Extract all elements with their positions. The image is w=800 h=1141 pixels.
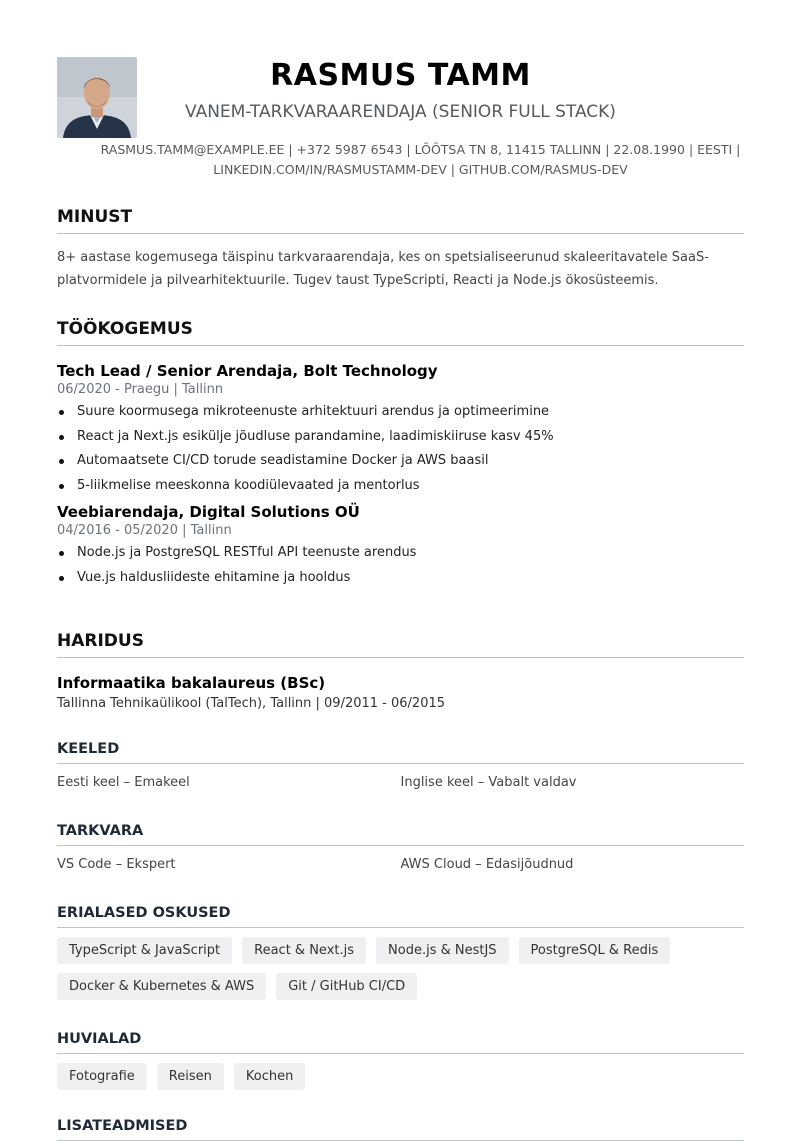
about-section — [57, 207, 744, 292]
hobby-tag: Fotografie — [57, 1063, 147, 1090]
job-title: Tech Lead / Senior Arendaja, Bolt Technology — [57, 362, 438, 380]
job-entry — [57, 503, 744, 590]
about-text: 8+ aastase kogemusega täispinu tarkvaraarendaja, kes on spetsialiseerunud skaleeritavatele SaaS-platvormidele ja pilvearhitektuurile. Tugev taust TypeScripti, Reacti ja Node.js ökosüsteemis. — [57, 250, 709, 288]
hobby-tag: Kochen — [234, 1063, 305, 1090]
full-name: RASMUS TAMM — [270, 58, 531, 93]
job-meta: 06/2020 - Praegu | Tallinn — [57, 382, 224, 397]
skill-tag: PostgreSQL & Redis — [519, 937, 671, 964]
contact-info: RASMUS.TAMM@EXAMPLE.EE | +372 5987 6543 | LÕÕTSA TN 8, 11415 TALLINN | 22.08.1990 | EESTI | LINKEDIN.COM/IN/RASMUSTAMM-DEV | GITHUB.COM/RASMUS-DEV — [100, 142, 741, 177]
education-section — [57, 631, 744, 711]
bullet-item: React ja Next.js esikülje jõudluse parandamine, laadimiskiiruse kasv 45% — [57, 425, 744, 450]
resume-page — [57, 0, 744, 1134]
hobbies-title: HUVIALAD — [57, 1031, 744, 1054]
job-meta: 04/2016 - 05/2020 | Tallinn — [57, 523, 232, 538]
extra-title: LISATEADMISED — [57, 1118, 744, 1141]
job-title: Veebiarendaja, Digital Solutions OÜ — [57, 503, 360, 521]
skills-title: ERIALASED OSKUSED — [57, 905, 744, 928]
skill-tag: Node.js & NestJS — [376, 937, 509, 964]
education-title: HARIDUS — [57, 631, 744, 658]
bullet-item: Vue.js haldusliideste ehitamine ja hooldus — [57, 566, 744, 591]
hobbies-section — [57, 1031, 744, 1090]
skill-tag: TypeScript & JavaScript — [57, 937, 232, 964]
software-list — [57, 857, 744, 872]
resume-header — [57, 0, 744, 200]
extra-section — [57, 1118, 744, 1141]
languages-section — [57, 741, 744, 790]
bullet-item: Suure koormusega mikroteenuste arhitektuuri arendus ja optimeerimine — [57, 400, 744, 425]
software-item: VS Code – Ekspert — [57, 857, 176, 872]
software-section — [57, 823, 744, 872]
software-title: TARKVARA — [57, 823, 744, 846]
experience-section — [57, 319, 744, 590]
language-item: Inglise keel – Vabalt valdav — [400, 775, 577, 790]
hobby-tag: Reisen — [157, 1063, 224, 1090]
languages-list — [57, 775, 744, 790]
language-item: Eesti keel – Emakeel — [57, 775, 190, 790]
school-info: Tallinna Tehnikaülikool (TalTech), Tallinn | 09/2011 - 06/2015 — [57, 696, 446, 711]
about-title: MINUST — [57, 207, 744, 234]
experience-title: TÖÖKOGEMUS — [57, 319, 744, 346]
degree-title: Informaatika bakalaureus (BSc) — [57, 674, 326, 692]
bullet-item: 5-liikmelise meeskonna koodiülevaated ja mentorlus — [57, 474, 744, 499]
job-bullets — [57, 400, 744, 498]
job-bullets — [57, 541, 744, 590]
skill-tag: Git / GitHub CI/CD — [276, 973, 417, 1000]
skills-tags — [57, 937, 744, 1000]
job-role: VANEM-TARKVARAARENDAJA (SENIOR FULL STACK) — [185, 102, 616, 122]
skill-tag: Docker & Kubernetes & AWS — [57, 973, 266, 1000]
hobbies-tags — [57, 1063, 744, 1090]
job-entry — [57, 362, 744, 498]
bullet-item: Node.js ja PostgreSQL RESTful API teenuste arendus — [57, 541, 744, 566]
skills-section — [57, 905, 744, 1000]
languages-title: KEELED — [57, 741, 744, 764]
skill-tag: React & Next.js — [242, 937, 366, 964]
software-item: AWS Cloud – Edasijõudnud — [400, 857, 574, 872]
bullet-item: Automaatsete CI/CD torude seadistamine Docker ja AWS baasil — [57, 449, 744, 474]
